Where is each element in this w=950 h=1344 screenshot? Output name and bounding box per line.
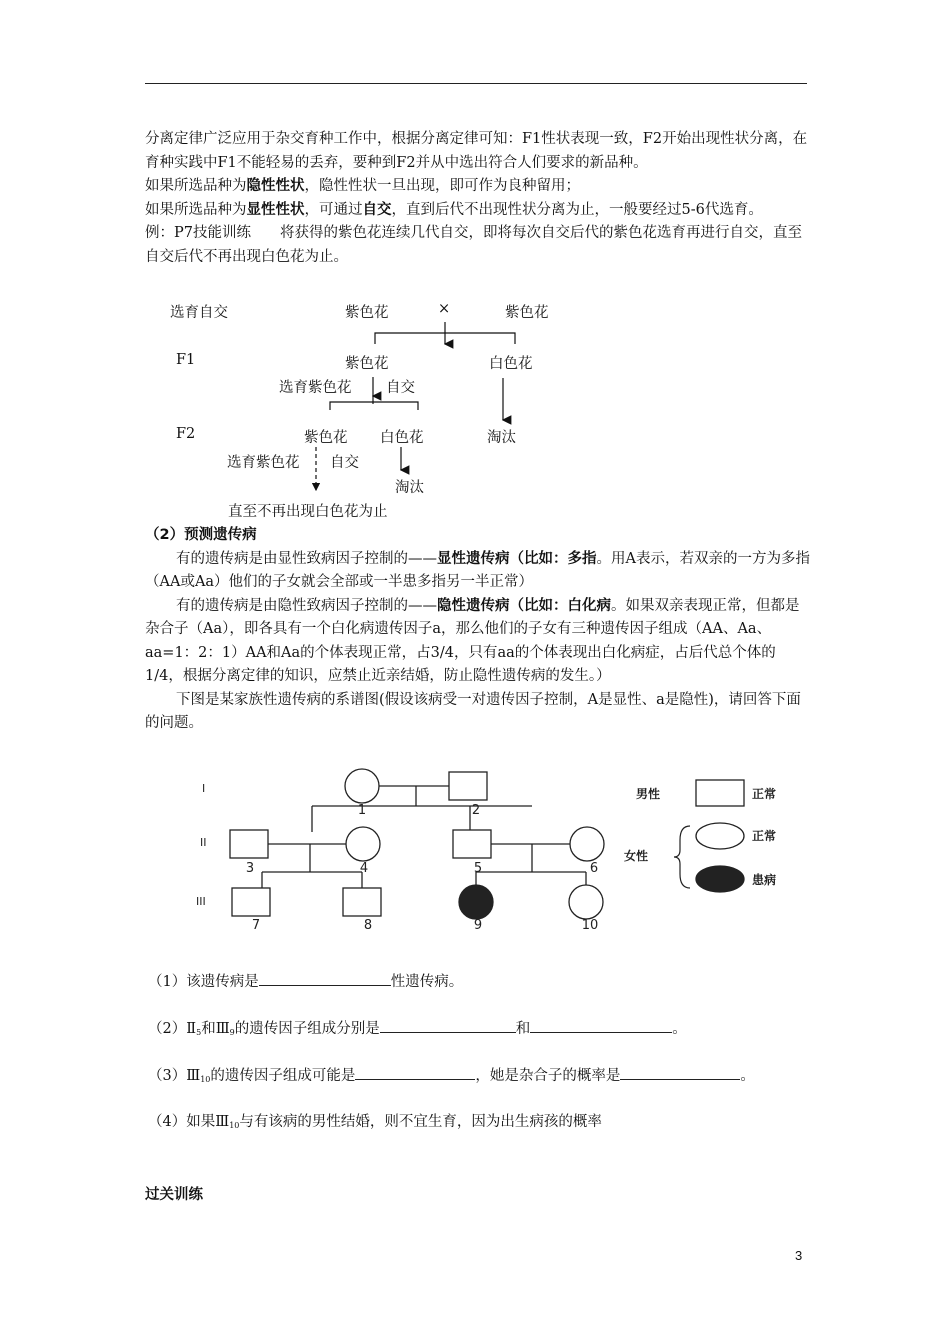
p-purple-2: 紫色花 [505, 305, 549, 321]
gen-1-label: I [202, 782, 206, 795]
section-heading: （2）预测遗传病 [145, 527, 257, 543]
legend-normal-female: 正常 [752, 829, 777, 843]
pedigree-chart [0, 760, 950, 940]
legend-female-affected [696, 866, 744, 892]
answer-blank-1[interactable] [259, 971, 391, 986]
individual-10 [569, 885, 603, 919]
individual-4 [346, 827, 380, 861]
individual-3 [230, 830, 268, 858]
eliminate-1: 淘汰 [487, 430, 516, 446]
answer-blank-2a[interactable] [380, 1018, 516, 1033]
until-no-white: 直至不再出现白色花为止 [228, 504, 388, 520]
question-3: $(3)Ⅲ_{10}$的遗传因子组成可能是 ，她是杂合子的概率是 。 [148, 1064, 755, 1085]
f1-purple: 紫色花 [345, 356, 389, 372]
select-purple-1: 选育紫色花 [279, 380, 352, 396]
individual-5 [453, 830, 491, 858]
f2-label: F2 [176, 426, 196, 442]
label-2: 2 [471, 803, 481, 818]
answer-blank-3a[interactable] [355, 1065, 475, 1080]
label-6: 6 [589, 861, 599, 876]
answer-blank-2b[interactable] [530, 1018, 672, 1033]
f2-white: 白色花 [380, 430, 424, 446]
intro-p3: 如果所选品种为显性性状，可通过自交，直到后代不出现性状分离为止，一般要经过5-6代选育。 [145, 201, 763, 218]
f1-white: 白色花 [489, 356, 533, 372]
label-10: 10 [581, 918, 599, 933]
intro-p1: 分离定律广泛应用于杂交育种工作中，根据分离定律可知：F1性状表现一致，F2开始出现性状分离，在育种实践中F1不能轻易的丢弃，要种到F2并从中选出符合人们要求的新品种。 [145, 131, 808, 171]
label-7: 7 [251, 918, 261, 933]
legend-female-normal [696, 823, 744, 849]
label-3: 3 [245, 861, 255, 876]
label-5: 5 [473, 861, 483, 876]
pedigree-intro: 下图是某家族性遗传病的系谱图(假设该病受一对遗传因子控制，A是显性、a是隐性)，请回答下面的问题。 [145, 691, 801, 731]
cross-symbol: × [438, 301, 451, 317]
selfing-2: 自交 [330, 455, 359, 471]
individual-2 [449, 772, 487, 800]
gen-2-label: II [200, 836, 207, 849]
legend-normal-male: 正常 [752, 787, 777, 801]
question-2: $(2)Ⅱ_5$和$Ⅲ_9$的遗传因子组成分别是 和 。 [148, 1017, 687, 1038]
legend-male-label: 男性 [636, 787, 661, 801]
individual-6 [570, 827, 604, 861]
f1-label: F1 [176, 352, 196, 368]
eliminate-2: 淘汰 [395, 480, 424, 496]
selfing-1: 自交 [386, 380, 415, 396]
intro-p4: 例：P7技能训练 将获得的紫色花连续几代自交，即将每次自交后代的紫色花选育再进行自交，直至自交后代不再出现白色花为止。 [145, 225, 802, 265]
legend-female-label: 女性 [624, 849, 649, 863]
individual-9 [459, 885, 493, 919]
f2-purple: 紫色花 [304, 430, 348, 446]
breeding-arrows [0, 0, 950, 530]
label-8: 8 [363, 918, 373, 933]
question-4: （4）如果$Ⅲ_{10}$与有该病的男性结婚，则不宜生育，因为出生病孩的概率 [148, 1114, 602, 1130]
individual-8 [343, 888, 381, 916]
training-heading: 过关训练 [145, 1187, 203, 1203]
recessive-desc: 有的遗传病是由隐性致病因子控制的——隐性遗传病（比如：白化病。如果双亲表现正常，但都是杂合子（Aa），即各具有一个白化病遗传因子a，那么他们的子女有三种遗传因子组成（AA、Aa、aa=1：2：1）AA和Aa的个体表现正常，占3/4，只有aa的个体表现出白化病症，占后代总个体的1/4，根据分离定律的知识，应禁止近亲结婚，防止隐性遗传病的发生。） [145, 597, 800, 684]
intro-p2: 如果所选品种为隐性性状，隐性性状一旦出现，即可作为良种留用； [145, 178, 580, 194]
label-1: 1 [357, 803, 367, 818]
gen-3-label: III [196, 895, 206, 908]
legend-affected-label: 患病 [752, 873, 777, 887]
legend-male-normal [696, 780, 744, 806]
label-4: 4 [359, 861, 369, 876]
individual-1 [345, 769, 379, 803]
breeding-title: 选育自交 [170, 305, 228, 321]
page-number: 3 [795, 1248, 803, 1263]
individual-7 [232, 888, 270, 916]
label-9: 9 [473, 918, 483, 933]
section-predict [145, 524, 810, 736]
p-purple-1: 紫色花 [345, 305, 389, 321]
answer-blank-3b[interactable] [620, 1065, 740, 1080]
question-1: （1）该遗传病是 性遗传病。 [148, 970, 463, 991]
dominant-desc: 有的遗传病是由显性致病因子控制的——显性遗传病（比如：多指。用A表示，若双亲的一方为多指（AA或Aa）他们的子女就会全部或一半患多指另一半正常） [145, 550, 810, 590]
select-purple-2: 选育紫色花 [227, 455, 300, 471]
